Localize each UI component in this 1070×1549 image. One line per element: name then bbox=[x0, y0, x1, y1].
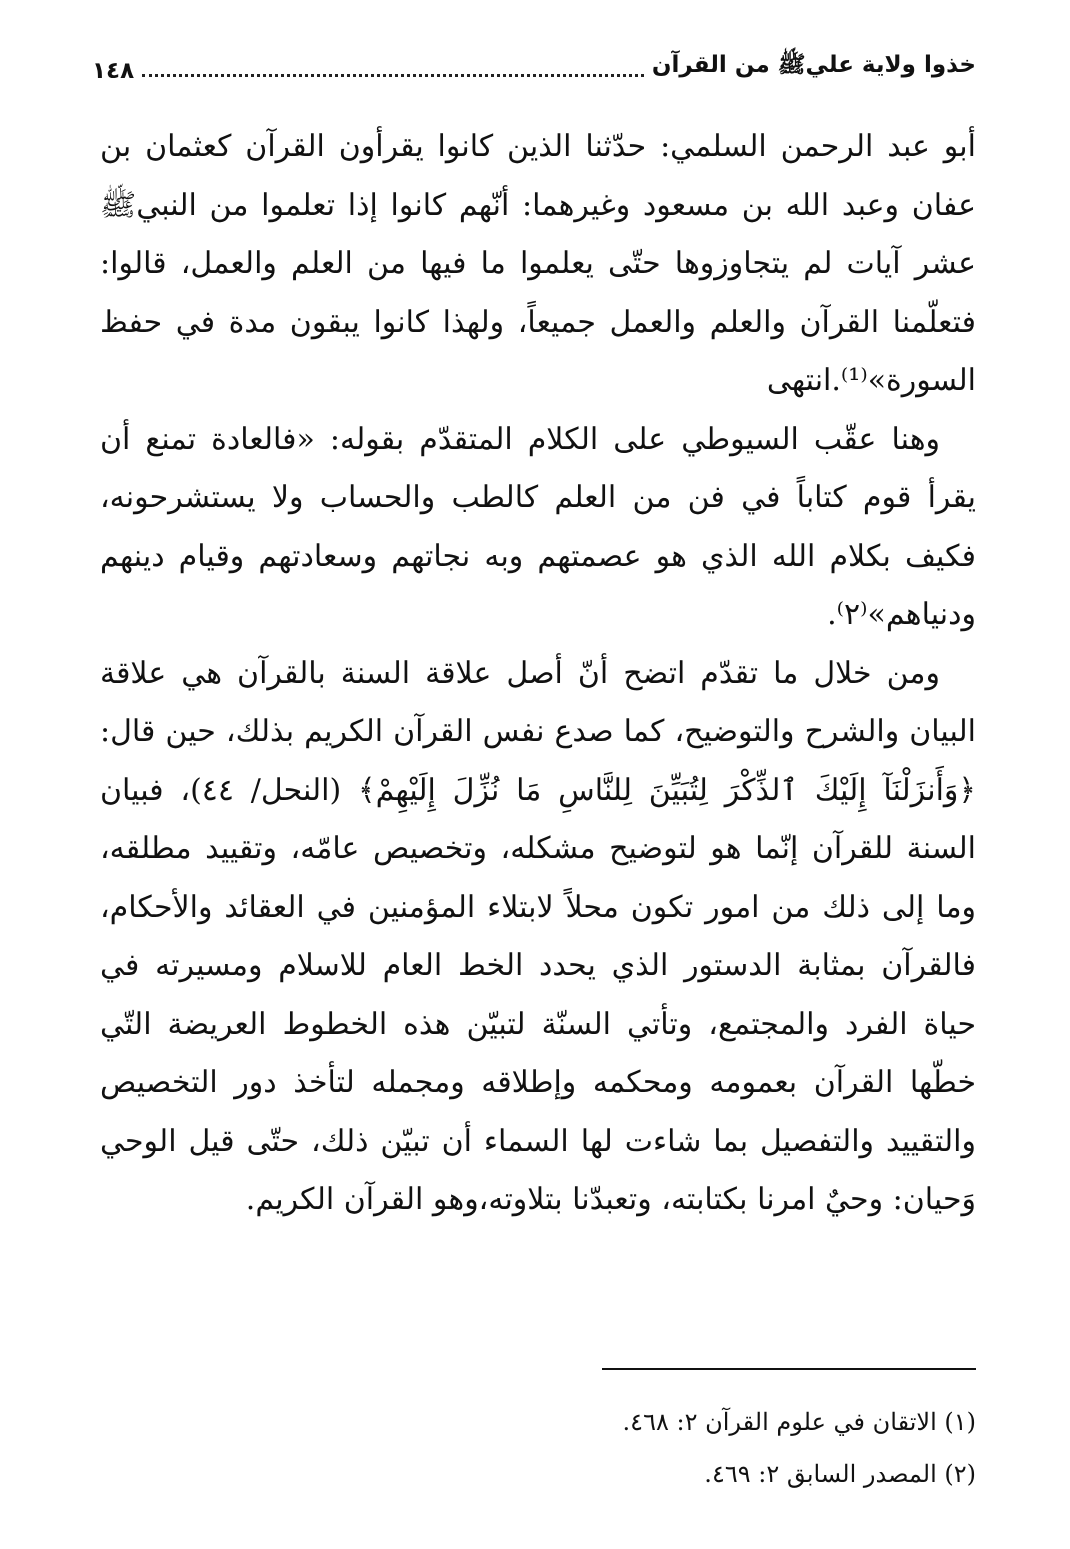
paragraph-3: ومن خلال ما تقدّم اتضح أنّ أصل علاقة السنة بالقرآن هي علاقة البيان والشرح والتوضيح، كما صدع نفس القرآن الكريم بذلك، حين قال: ﴿وَأَنزَلْنَآ إِلَيْكَ ٱلذِّكْرَ لِتُبَيِّنَ لِلنَّاسِ مَا نُزِّلَ إِلَيْهِمْ﴾ (النحل/ ٤٤)، فبيان السنة للقرآن إنّما هو لتوضيح مشكله، وتخصيص عامّه، وتقييد مطلقه، وما إلى ذلك من امور تكون محلاً لابتلاء المؤمنين في العقائد والأحكام، فالقرآن بمثابة الدستور الذي يحدد الخط العام للاسلام ومسيرته في حياة الفرد والمجتمع، وتأتي السنّة لتبيّن هذه الخطوط العريضة التّي خطّها القرآن بعمومه ومحكمه وإطلاقه ومجمله لتأخذ دور التخصيص والتقييد والتفصيل بما شاءت لها السماء أن تبيّن ذلك، حتّى قيل الوحي وَحيان: وحيٌ امرنا بكتابته، وتعبدّنا بتلاوته،وهو القرآن الكريم. bbox=[100, 655, 976, 1217]
footnotes bbox=[100, 1396, 976, 1500]
page-number: ١٤٨ bbox=[92, 58, 135, 84]
footnote-1: (١) الاتقان في علوم القرآن ٢: ٤٦٨. bbox=[622, 1408, 976, 1436]
paragraph-2: وهنا عقّب السيوطي على الكلام المتقدّم بقوله: «فالعادة تمنع أن يقرأ قوم كتاباً في فن من العلم كالطب والحساب ولا يستشرحونه، فكيف بكلام الله الذي هو عصمتهم وبه نجاتهم وسعادتهم وقيام دينهم ودنياهم»⁽٢⁾. bbox=[100, 421, 976, 632]
main-text bbox=[100, 118, 976, 1230]
footnote-2: (٢) المصدر السابق ٢: ٤٦٩. bbox=[704, 1460, 976, 1488]
paragraph-1: أبو عبد الرحمن السلمي: حدّثنا الذين كانوا يقرأون القرآن كعثمان بن عفان وعبد الله بن مسعود وغيرهما: أنّهم كانوا إذا تعلموا من النبيﷺ عشر آيات لم يتجاوزوها حتّى يعلموا ما فيها من العلم والعمل، قالوا: فتعلّمنا القرآن والعلم والعمل جميعاً، ولهذا كانوا يبقون مدة في حفظ السورة»⁽¹⁾.انتهى bbox=[100, 129, 976, 398]
page-header bbox=[92, 44, 976, 84]
header-dot-leader bbox=[142, 73, 644, 77]
running-title: خذوا ولاية عليﷺ من القرآن bbox=[651, 52, 976, 78]
footnote-separator bbox=[602, 1368, 976, 1370]
